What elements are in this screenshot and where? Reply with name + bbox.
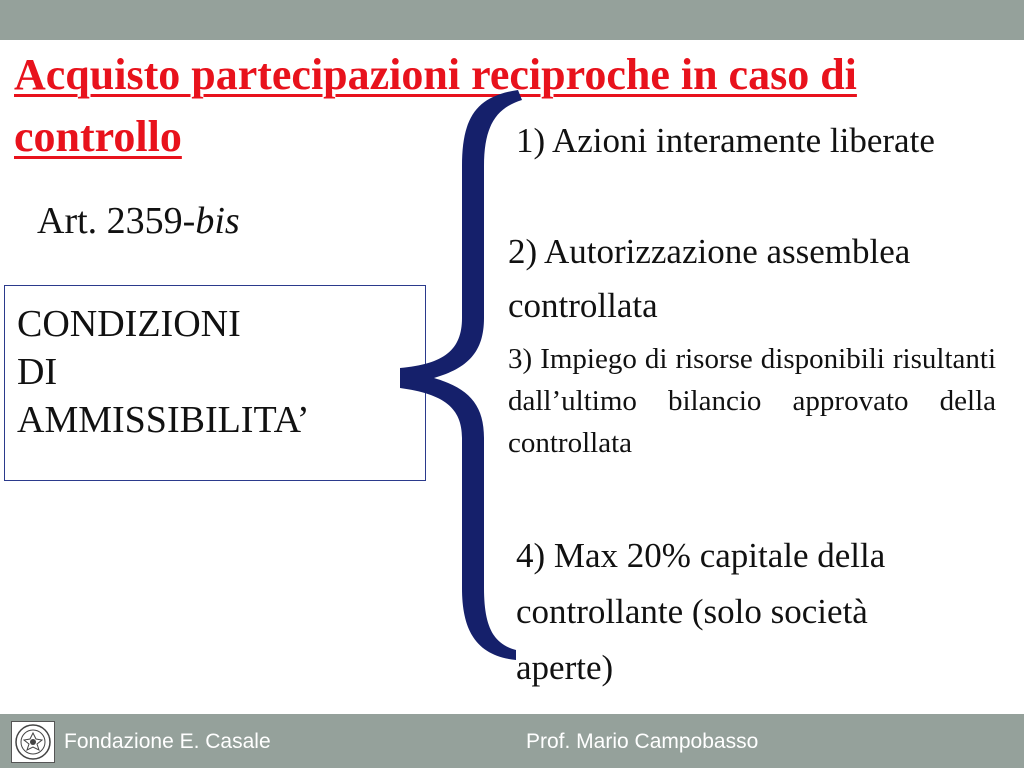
footer-organization: Fondazione E. Casale bbox=[64, 730, 271, 753]
conditions-heading-line: DI bbox=[17, 351, 58, 393]
conditions-heading bbox=[17, 300, 417, 444]
condition-item-1: 1) Azioni interamente liberate bbox=[516, 121, 935, 160]
condition-item-2: 2) Autorizzazione assemblea controllata bbox=[508, 232, 911, 325]
condition-item-3: 3) Impiego di risorse disponibili risultanti dall’ultimo bilancio approvato della controllata bbox=[508, 343, 996, 459]
article-reference bbox=[37, 198, 240, 244]
footer-author: Prof. Mario Campobasso bbox=[526, 730, 759, 753]
conditions-box bbox=[4, 285, 426, 481]
article-suffix: bis bbox=[195, 200, 240, 242]
slide-title-text: Acquisto partecipazioni reciproche in caso di controllo bbox=[14, 50, 857, 161]
conditions-heading-line: CONDIZIONI bbox=[17, 303, 241, 345]
conditions-heading-line: AMMISSIBILITA’ bbox=[17, 399, 310, 441]
article-number: Art. 2359- bbox=[37, 200, 196, 242]
top-bar bbox=[0, 0, 1024, 40]
condition-item-4: 4) Max 20% capitale della controllante (solo società aperte) bbox=[516, 536, 886, 687]
institution-seal-icon bbox=[11, 721, 55, 763]
